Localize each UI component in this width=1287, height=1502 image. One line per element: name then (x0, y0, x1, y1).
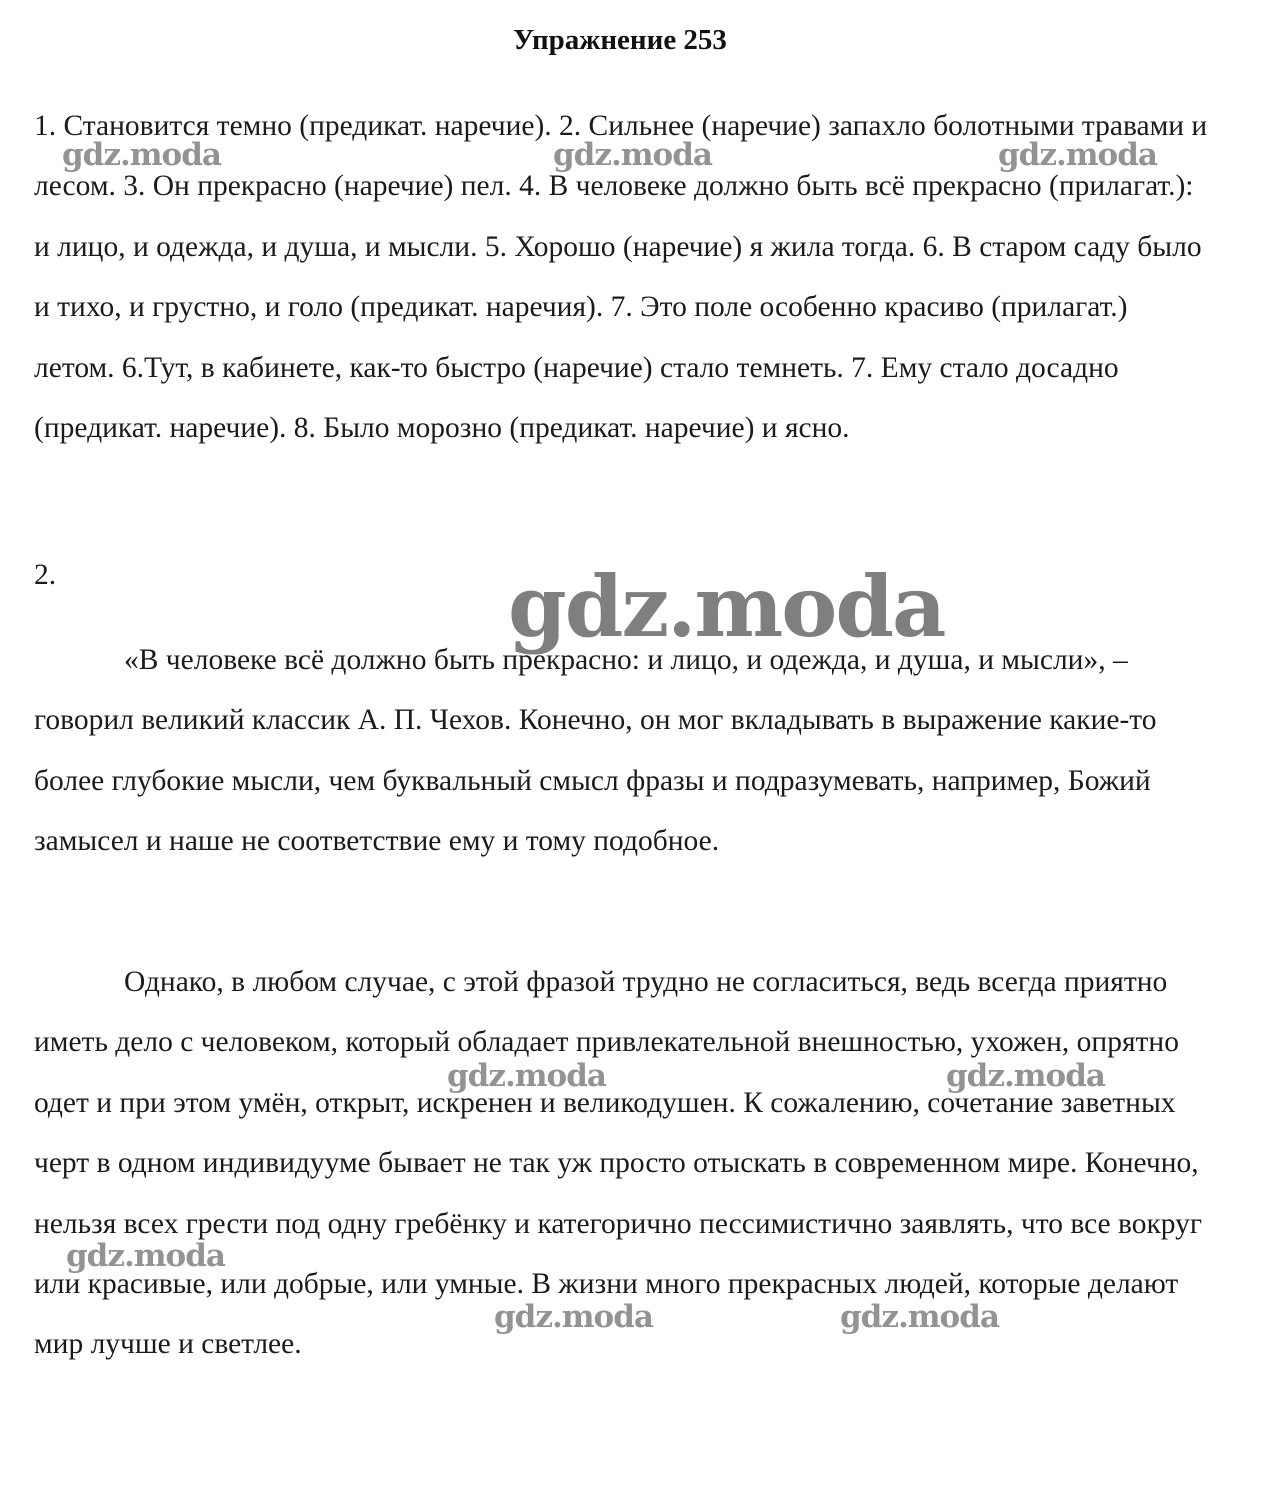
essay-paragraph-1: «В человеке всё должно быть прекрасно: и лицо, и одежда, и душа, и мысли», – говорил великий классик А. П. Чехов. Конечно, он мог вкладывать в выражение какие-то более глубокие мысли, чем буквальный смысл фразы и подразумевать, например, Божий замысел и наше не соответствие ему и тому подобное. (34, 644, 1157, 858)
essay-paragraph-2: Однако, в любом случае, с этой фразой трудно не согласиться, ведь всегда приятно иметь дело с человеком, который обладает привлекательной внешностью, ухожен, опрятно одет и при этом умён, открыт, искренен и великодушен. К сожалению, сочетание заветных черт в одном индивидууме бывает не так уж просто отыскать в современном мире. Конечно, нельзя всех грести под одну гребёнку и категорично пессимистично заявлять, что все вокруг или красивые, или добрые, или умные. В жизни много прекрасных людей, которые делают мир лучше и светлее. (34, 966, 1203, 1361)
watermark-logo-large: gdz.moda (508, 557, 945, 656)
answer-paragraph-1: 1. Становится темно (предикат. наречие). 2. Сильнее (наречие) запахло болотными травами и лесом. 3. Он прекрасно (наречие) пел. 4. В человеке должно быть всё прекрасно (прилагат.): и лицо, и одежда, и душа, и мысли. 5. Хорошо (наречие) я жила тогда. 6. В старом саду было и тихо, и грустно, и голо (предикат. наречия). 7. Это поле особенно красиво (прилагат.) летом. 6.Тут, в кабинете, как-то быстро (наречие) стало темнеть. 7. Ему стало досадно (предикат. наречие). 8. Было морозно (предикат. наречие) и ясно. (34, 110, 1208, 445)
watermark-logo: gdz.moda (553, 137, 712, 173)
watermark-logo: gdz.moda (494, 1299, 653, 1335)
exercise-title: Упражнение 253 (513, 24, 727, 56)
watermark-logo: gdz.moda (840, 1299, 999, 1335)
watermark-logo: gdz.moda (946, 1058, 1105, 1094)
watermark-logo: gdz.moda (998, 137, 1157, 173)
watermark-logo: gdz.moda (62, 137, 221, 173)
watermark-logo: gdz.moda (66, 1238, 225, 1274)
section-number-2: 2. (34, 559, 57, 591)
watermark-logo: gdz.moda (447, 1058, 606, 1094)
